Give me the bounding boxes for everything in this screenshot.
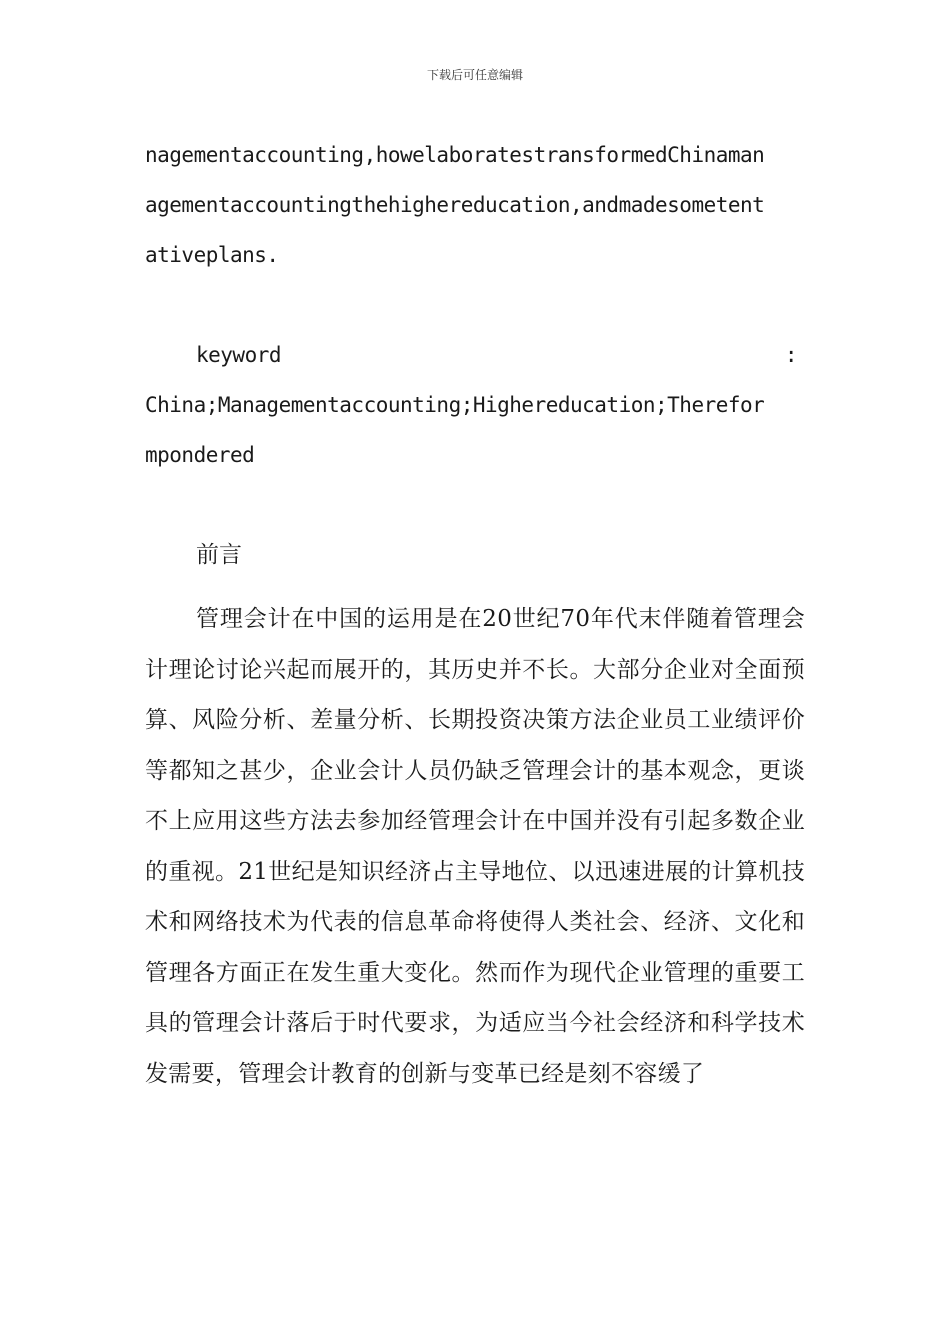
- keyword-line: China;Managementaccounting;Highereducation;Therefor: [145, 393, 765, 417]
- abstract-line: ativeplans.: [145, 243, 279, 267]
- body-paragraph: 管理会计在中国的运用是在20世纪70年代末伴随着管理会计理论讨论兴起而展开的，其历史并不长。大部分企业对全面预算、风险分析、差量分析、长期投资决策方法企业员工业绩评价等都知之甚少，企业会计人员仍缺乏管理会计的基本观念，更谈不上应用这些方法去参加经管理会计在中国并没有引起多数企业的重视。21世纪是知识经济占主导地位、以迅速进展的计算机技术和网络技术为代表的信息革命将使得人类社会、经济、文化和管理各方面正在发生重大变化。然而作为现代企业管理的重要工具的管理会计落后于时代要求，为适应当今社会经济和科学技术发需要，管理会计教育的创新与变革已经是刻不容缓了: [145, 606, 805, 1087]
- abstract-line: agementaccountingthehighereducation,andmadesometent: [145, 193, 765, 217]
- spacer: [145, 280, 805, 330]
- abstract-line: nagementaccounting,howelaboratestransformedChinaman: [145, 143, 765, 167]
- section-heading: 前言: [196, 542, 242, 568]
- spacer: [145, 480, 805, 530]
- keyword-line: mpondered: [145, 443, 255, 467]
- keyword-label: keyword: [196, 343, 282, 367]
- keyword-colon: :: [784, 343, 797, 367]
- keyword-label-line: [145, 330, 805, 380]
- document-body: [145, 130, 805, 1099]
- page-header: 下载后可任意编辑: [426, 68, 523, 82]
